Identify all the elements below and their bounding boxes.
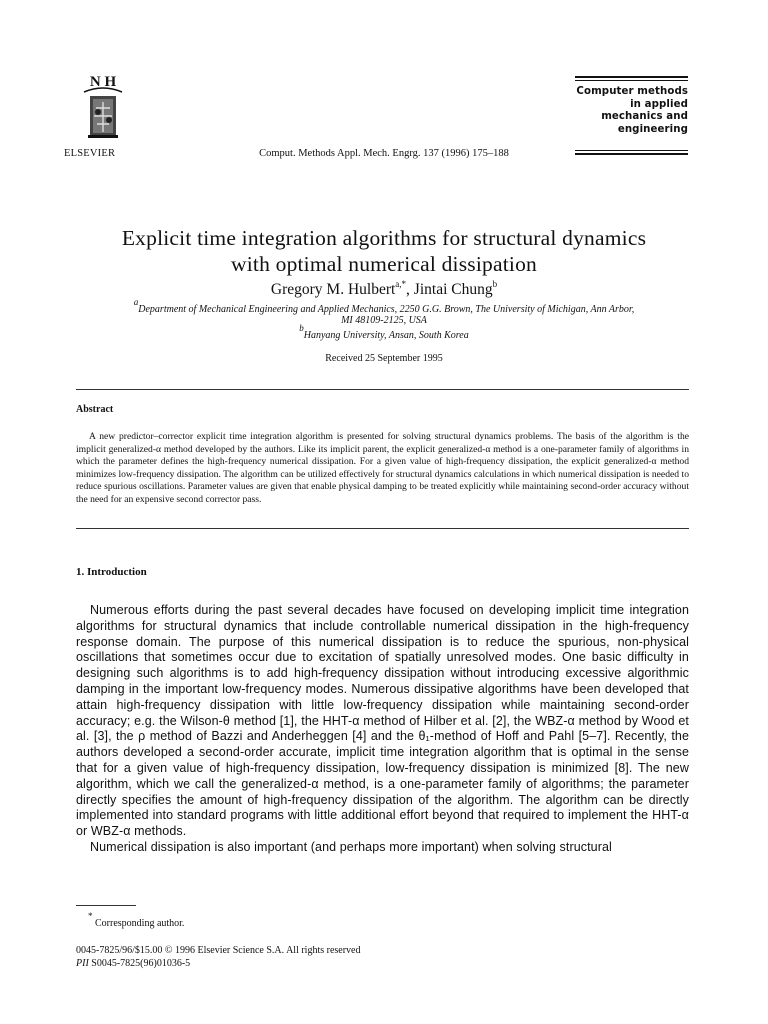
title-line: with optimal numerical dissipation	[231, 252, 537, 276]
footnote-rule	[76, 905, 136, 906]
abstract-rule-bottom	[76, 528, 689, 529]
journal-rule-top-1	[575, 76, 688, 78]
journal-title-block	[575, 76, 688, 158]
affiliation-b	[0, 323, 768, 341]
affiliation-mark: b	[299, 323, 304, 333]
pii-line	[76, 958, 190, 969]
elsevier-tree-icon	[78, 72, 128, 142]
author-affiliation-mark: a,*	[395, 279, 407, 289]
citation-line: Comput. Methods Appl. Mech. Engrg. 137 (1996) 175–188	[259, 148, 509, 159]
section-heading: 1. Introduction	[76, 566, 147, 578]
footnote	[88, 911, 185, 929]
author-affiliation-mark: b	[492, 279, 498, 289]
copyright-line: 0045-7825/96/$15.00 © 1996 Elsevier Science S.A. All rights reserved	[76, 945, 361, 956]
journal-rule-bottom-1	[575, 150, 688, 151]
received-date: Received 25 September 1995	[325, 353, 443, 364]
journal-title-line: engineering	[617, 123, 688, 135]
title-line: Explicit time integration algorithms for structural dynamics	[121, 226, 647, 250]
article-title	[60, 225, 708, 277]
introduction-body	[76, 603, 689, 856]
abstract-heading: Abstract	[76, 404, 114, 415]
journal-title-line: in applied	[630, 98, 688, 110]
footnote-text: Corresponding author.	[95, 918, 185, 929]
affiliation-a	[0, 297, 768, 315]
abstract-rule-top	[76, 389, 689, 390]
author-list: Gregory M. Hulbert$^{a,*}$, Jintai Chung$^b$	[270, 279, 498, 298]
pii-label: PII	[76, 958, 89, 969]
paragraph: Numerical dissipation is also important (and perhaps more important) when solving structural	[90, 839, 612, 854]
author-name: Gregory M. Hulbert	[270, 281, 396, 298]
journal-title-line: Computer methods	[576, 86, 688, 97]
footnote-mark: *	[88, 911, 93, 921]
paragraph: Numerous efforts during the past several decades have focused on developing implicit time integration algorithms for structural dynamics that include controllable numerical dissipation in the high-frequency response domain. The purpose of this numerical dissipation is to reduce the spurious, non-physical oscillations that sometimes occur due to excitation of spatially unresolved modes. One basic difficulty in designing such algorithms is to add high-frequency dissipation without introducing excessive algorithmic damping in the important low-frequency modes. Numerous dissipative algorithms have been developed that attain high-frequency dissipation with little low-frequency dissipation while maintaining second-order accuracy; e.g. the Wilson-θ method [1], the HHT-α method of Hilber et al. [2], the WBZ-α method by Wood et al. [3], the ρ method of Bazzi and Anderheggen [4] and the θ₁-method of Hoff and Pahl [5–7]. Recently, the authors developed a second-order accurate, implicit time integration algorithm that is optimal in the sense that for a given value of high-frequency dissipation, low-frequency dissipation is minimized [8]. The new algorithm, which we call the generalized-α method, is a one-parameter family of algorithms; the parameter directly specifies the amount of high-frequency dissipation of the algorithm. The algorithm can be directly implemented into standard programs with little additional effort beyond that required to implement the HHT-α or WBZ-α methods.	[76, 603, 689, 839]
abstract-text: A new predictor–corrector explicit time integration algorithm is presented for solving structural dynamics problems. The basis of the algorithm is the implicit generalized-α method developed by the authors. Like its implicit parent, the explicit generalized-α method is a one-parameter family of algorithms in which the parameter defines the high-frequency numerical dissipation. For a given value of high-frequency dissipation, the explicit generalized-α method minimizes low-frequency dissipation. The algorithm can be utilized effectively for structural dynamics calculations in which numerical dissipation is needed to reduce spurious oscillations. Parameter values are given that enable physical damping to be treated explicitly while maintaining second-order accuracy without the need for an expensive second corrector pass.	[76, 431, 689, 505]
elsevier-logo	[78, 72, 128, 142]
pii-value: S0045-7825(96)01036-5	[91, 958, 191, 969]
journal-title-line: mechanics and	[601, 111, 688, 122]
journal-rule-bottom-2	[575, 153, 688, 155]
affiliation-text: Department of Mechanical Engineering and Applied Mechanics, 2250 G.G. Brown, The University of Michigan, Ann Arbor,	[138, 304, 635, 315]
author-name: Jintai Chung	[413, 281, 493, 298]
logo-monogram: N H	[89, 74, 117, 90]
affiliation-a-continued: MI 48109-2125, USA	[341, 315, 427, 326]
journal-title	[575, 86, 688, 136]
affiliation-text: Hanyang University, Ansan, South Korea	[303, 330, 469, 341]
journal-rule-top-2	[575, 80, 688, 81]
publisher-name: ELSEVIER	[64, 148, 116, 159]
affiliation-mark: a	[133, 297, 139, 307]
